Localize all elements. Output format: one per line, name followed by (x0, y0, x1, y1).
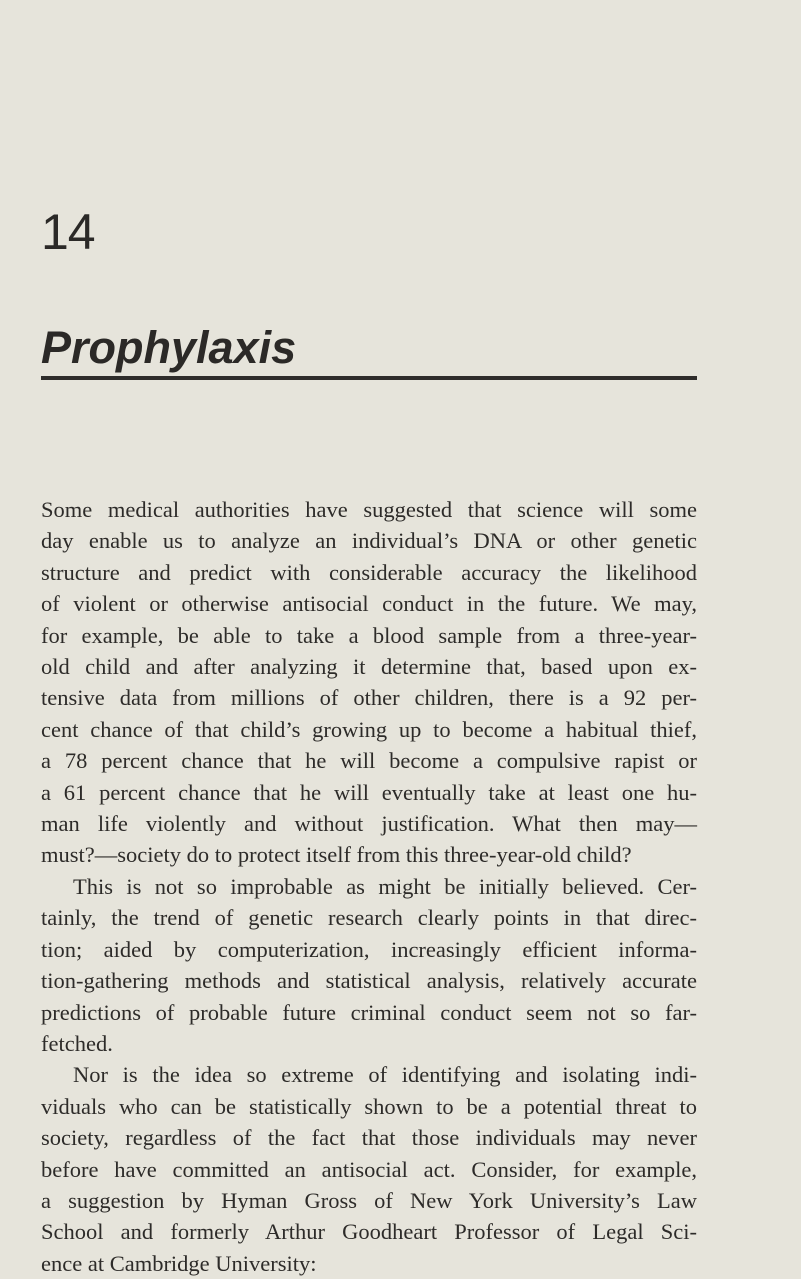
text-line: of violent or otherwise antisocial conduct in the future. We may, (41, 591, 697, 617)
text-line: structure and predict with considerable accuracy the likelihood (41, 559, 697, 585)
title-underline-rule (41, 376, 697, 380)
paragraph-1 (41, 494, 697, 871)
text-line: day enable us to analyze an individual’s DNA or other genetic (41, 528, 697, 554)
text-line: old child and after analyzing it determine that, based upon ex- (41, 654, 697, 680)
text-line: before have committed an antisocial act. Consider, for example, (41, 1156, 697, 1182)
text-line: Nor is the idea so extreme of identifying and isolating indi- (73, 1062, 697, 1088)
text-line: This is not so improbable as might be initially believed. Cer- (73, 873, 697, 899)
text-line: cent chance of that child’s growing up to become a habitual thief, (41, 716, 697, 742)
text-line: must?—society do to protect itself from this three-year-old child? (41, 842, 632, 868)
text-line: ence at Cambridge University: (41, 1250, 317, 1276)
paragraph-3 (41, 1059, 697, 1279)
text-line: society, regardless of the fact that those individuals may never (41, 1125, 697, 1151)
text-line: a suggestion by Hyman Gross of New York University’s Law (41, 1187, 697, 1213)
text-line: a 61 percent chance that he will eventually take at least one hu- (41, 779, 697, 805)
text-line: tion-gathering methods and statistical analysis, relatively accurate (41, 968, 697, 994)
text-line: a 78 percent chance that he will become a compulsive rapist or (41, 748, 697, 774)
text-line: for example, be able to take a blood sample from a three-year- (41, 622, 697, 648)
text-line: tensive data from millions of other children, there is a 92 per- (41, 685, 697, 711)
text-line: tion; aided by computerization, increasingly efficient informa- (41, 936, 697, 962)
chapter-title: Prophylaxis (41, 322, 297, 373)
chapter-number: 14 (41, 204, 95, 260)
text-line: man life violently and without justification. What then may— (41, 811, 697, 837)
text-line: Some medical authorities have suggested that science will some (41, 497, 697, 522)
text-line: fetched. (41, 1030, 113, 1056)
text-line: predictions of probable future criminal conduct seem not so far- (41, 999, 697, 1025)
text-line: tainly, the trend of genetic research clearly points in that direc- (41, 905, 697, 931)
chapter-body (41, 494, 697, 1279)
text-line: viduals who can be statistically shown to be a potential threat to (41, 1093, 697, 1119)
paragraph-2 (41, 871, 697, 1059)
text-line: School and formerly Arthur Goodheart Professor of Legal Sci- (41, 1219, 697, 1245)
